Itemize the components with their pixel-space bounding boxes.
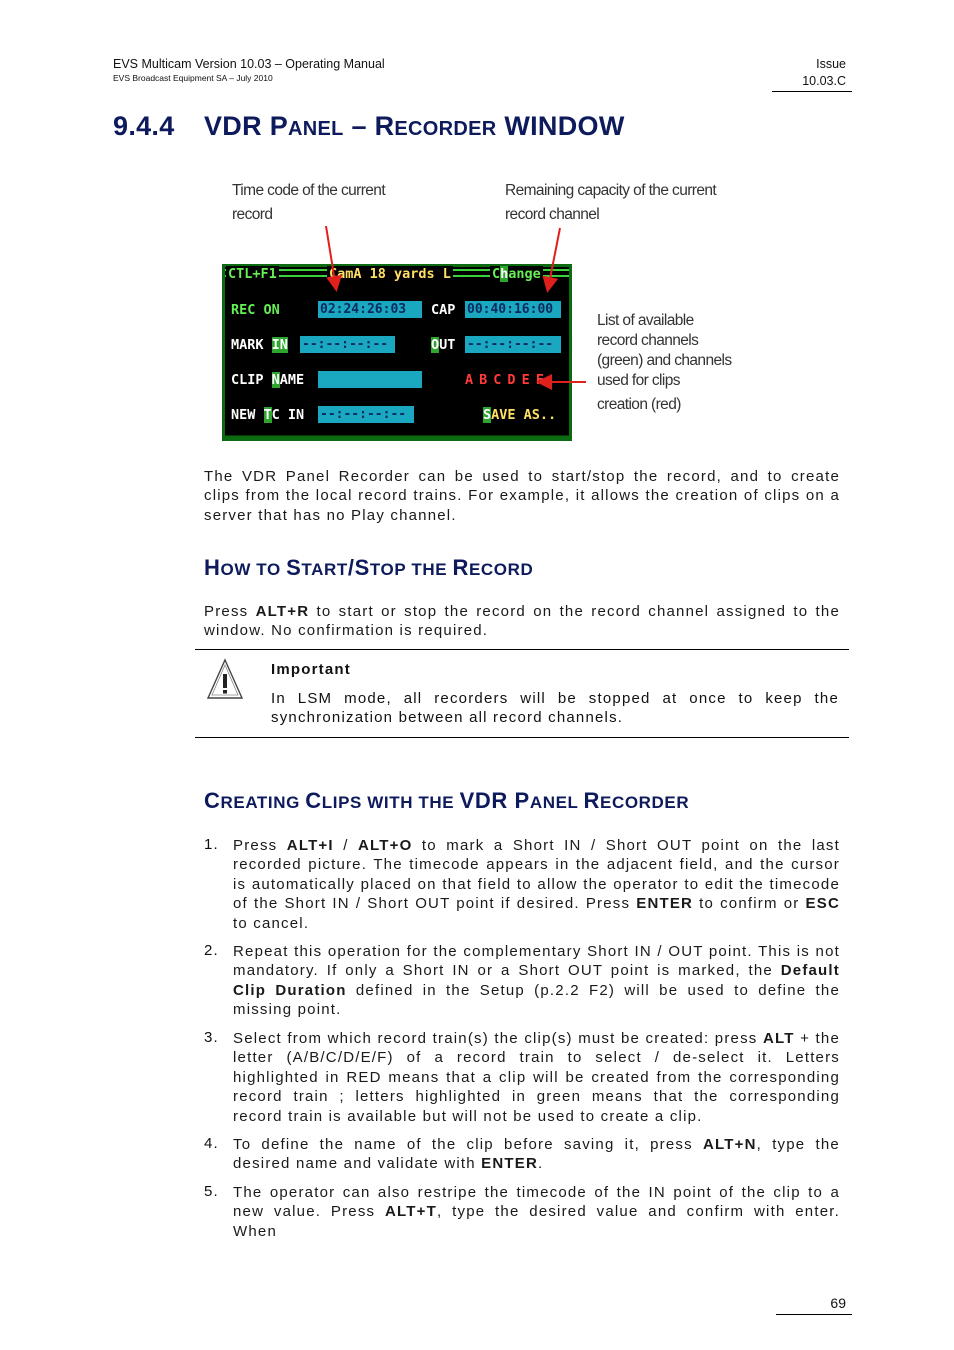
list-text: Select from which record train(s) the clip(s) must be created: press ALT + the letter (A/B/C/D/E/F) of a record train to select / de-select it. Letters highlighted in RED means that a clip will be created from the corresponding record train ; letters highlighted in green means that the corresponding record train is available but will not be used to create a clip. [233, 1030, 840, 1125]
vdr-rec-label: REC ON [231, 302, 280, 318]
label-line: creation (red) [597, 396, 681, 413]
vdr-mark-out-value: --:--:--:-- [465, 336, 561, 353]
vdr-clip-name-label: CLIP NAME [231, 372, 305, 388]
vdr-cap-label: CAP [431, 302, 456, 318]
figure-arrows [0, 0, 954, 460]
warning-triangle-icon [206, 658, 244, 700]
howto-paragraph: Press ALT+R to start or stop the record on the record channel assigned to the window. No confirmation is required. [204, 603, 840, 640]
list-text: To define the name of the clip before saving it, press ALT+N, type the desired name and validate with ENTER. [233, 1136, 840, 1173]
list-number: 3. [204, 1029, 219, 1046]
label-line: Time code of the current [232, 182, 386, 199]
list-number: 1. [204, 836, 219, 853]
label-line: used for clips [597, 372, 680, 389]
vdr-mark-in-value: --:--:--:-- [300, 336, 395, 353]
list-number: 4. [204, 1135, 219, 1152]
arrow-timecode-icon [326, 226, 336, 288]
vdr-rec-timecode: 02:24:26:03 [318, 301, 422, 318]
vdr-topbar-left: CTL+F1 [228, 266, 277, 282]
section-title-part: ANEL [288, 118, 344, 140]
section-title-part: – R [343, 111, 395, 141]
intro-paragraph: The VDR Panel Recorder can be used to start/stop the record, and to create clips from the local record trains. For example, it allows the creation of clips on a server that has no Play channel. [204, 468, 840, 524]
list-text: Press ALT+I / ALT+O to mark a Short IN / Short OUT point on the last recorded picture. The timecode appears in the adjacent field, and the cursor is automatically placed on that field to allow the operator to edit the timecode of the Short IN / Short OUT point if desired. Press ENTER to confirm or ESC to cancel. [233, 837, 840, 932]
header-issue-label: Issue [816, 57, 846, 71]
train-d: D [507, 372, 522, 388]
list-number: 2. [204, 942, 219, 959]
section-title-part: VDR P [204, 111, 289, 141]
vdr-topbar-change: Change [492, 266, 541, 282]
vdr-new-tc-value: --:--:--:-- [318, 406, 414, 423]
important-top-rule [195, 649, 849, 650]
vdr-topbar-name: CamA 18 yards L [329, 266, 451, 282]
vdr-new-tc-label: NEW TC IN [231, 407, 305, 423]
list-number: 5. [204, 1183, 219, 1200]
label-line: record [232, 206, 273, 223]
label-line: List of available [597, 312, 694, 329]
train-c: C [493, 372, 508, 388]
page-number: 69 [830, 1295, 846, 1311]
header-subtitle: EVS Broadcast Equipment SA – July 2010 [113, 73, 273, 83]
important-heading: Important [271, 661, 351, 678]
train-a: A [465, 372, 480, 388]
vdr-out-label: OUT [431, 337, 456, 353]
heading-creating-clips: CREATING CLIPS WITH THE VDR PANEL RECORDER [204, 788, 690, 813]
section-number: 9.4.4 [113, 111, 175, 141]
list-text: Repeat this operation for the complementary Short IN / OUT point. This is not mandatory. If only a Short IN or a Short OUT point is marked, the Default Clip Duration defined in the Setup (p.2.2 F2) will be used to define the missing point. [233, 943, 840, 1019]
train-e: E [521, 372, 536, 388]
label-line: record channels [597, 332, 699, 349]
arrow-capacity-icon [548, 228, 560, 289]
section-title-part: ECORDER [394, 118, 497, 140]
label-line: record channel [505, 206, 600, 223]
train-b: B [479, 372, 494, 388]
list-text: The operator can also restripe the timecode of the IN point of the clip to a new value. Press ALT+T, type the desired value and confirm with enter. When [233, 1184, 840, 1240]
section-title-part: WINDOW [496, 111, 625, 141]
important-bottom-rule [195, 737, 849, 738]
vdr-mark-in-label: MARK IN [231, 337, 288, 353]
header-issue-value: 10.03.C [802, 74, 846, 88]
label-line: (green) and channels [597, 352, 732, 369]
label-line: Remaining capacity of the current [505, 182, 717, 199]
header-title: EVS Multicam Version 10.03 – Operating Manual [113, 57, 385, 71]
heading-how-to-start-stop: HOW TO START/STOP THE RECORD [204, 555, 534, 580]
important-text: In LSM mode, all recorders will be stopped at once to keep the synchronization between all record channels. [271, 690, 839, 727]
footer-rule [776, 1314, 852, 1315]
train-f: F [535, 372, 550, 388]
vdr-cap-value: 00:40:16:00 [465, 301, 561, 318]
vdr-save-as: SAVE AS.. [483, 407, 557, 423]
